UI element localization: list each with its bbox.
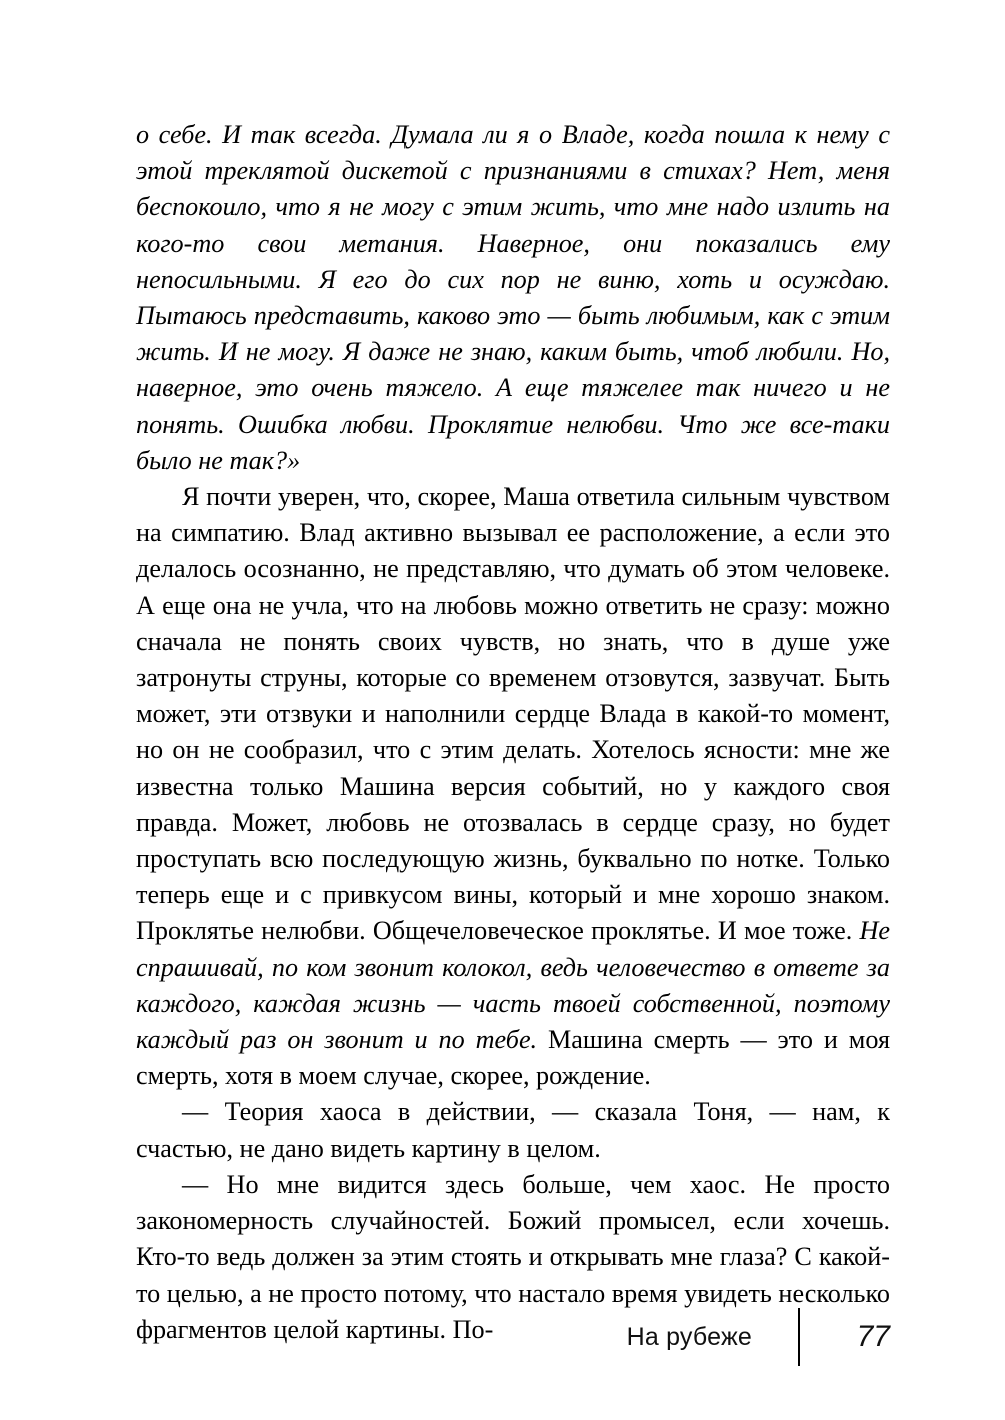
paragraph-run-roman-tail: Машина смерть — это и моя смерть, хотя в моем случае, скорее, рождение. [136, 1025, 890, 1091]
paragraph-narration-main [136, 479, 890, 1094]
paragraph-dialogue-reply: — Но мне видится здесь больше, чем хаос. Не просто закономерность случайностей. Божий промысел, если хочешь. Кто-то ведь должен за этим стоять и открывать мне глаза? С какой-то целью, а не просто потому, что настало время увидеть несколько фрагментов целой картины. По- [136, 1169, 890, 1344]
footer-inner [627, 1306, 890, 1368]
paragraph-quoted-letter: о себе. И так всегда. Думала ли я о Владе, когда пошла к нему с этой треклятой дискетой с признаниями в стихах? Нет, меня беспокоило, что я не могу с этим жить, что мне надо излить на кого-то свои метания. Наверное, они показались ему непосильными. Я его до сих пор не виню, хоть и осуждаю. Пытаюсь представить, каково это — быть любимым, как с этим жить. И не могу. Я даже не знаю, каким быть, чтоб любили. Но, наверное, это очень тяжело. А еще тяжелее так ничего и не понять. Ошибка любви. Проклятие нелюбви. Что же все-таки было не так?» [136, 120, 890, 475]
running-head: На рубеже [626, 1322, 752, 1351]
page-footer [0, 1306, 1005, 1376]
footer-divider [798, 1308, 800, 1366]
paragraph-run-italic-quote: Не спрашивай, по ком звонит колокол, ведь человечество в ответе за каждого, каждая жизнь — часть твоей собственной, поэтому каждый раз он звонит и по тебе. [136, 916, 890, 1055]
page-number: 77 [856, 1320, 890, 1353]
paragraph-dialogue-tonya: — Теория хаоса в действии, — сказала Тоня, — нам, к счастью, не дано видеть картину в целом. [136, 1097, 890, 1163]
page-text-block [136, 117, 890, 1351]
paragraph-run-roman-lead: Я почти уверен, что, скорее, Маша ответила сильным чувством на симпатию. Влад активно вызывал ее расположение, а если это делалось осознанно, не представляю, что думать об этом человеке. А еще она не учла, что на любовь можно ответить не сразу: можно сначала не понять своих чувств, но знать, что в душе уже затронуты струны, которые со временем отзовутся, зазвучат. Быть может, эти отзвуки и наполнили сердце Влада в какой-то момент, но он не сообразил, что с этим делать. Хотелось ясности: мне же известна только Машина версия событий, но у каждого своя правда. Может, любовь не отозвалась в сердце сразу, но будет проступать всю последующую жизнь, буквально по нотке. Только теперь еще и с привкусом вины, который и мне хорошо знаком. Проклятье нелюбви. Общечеловеческое проклятье. И мое тоже. [136, 482, 890, 946]
